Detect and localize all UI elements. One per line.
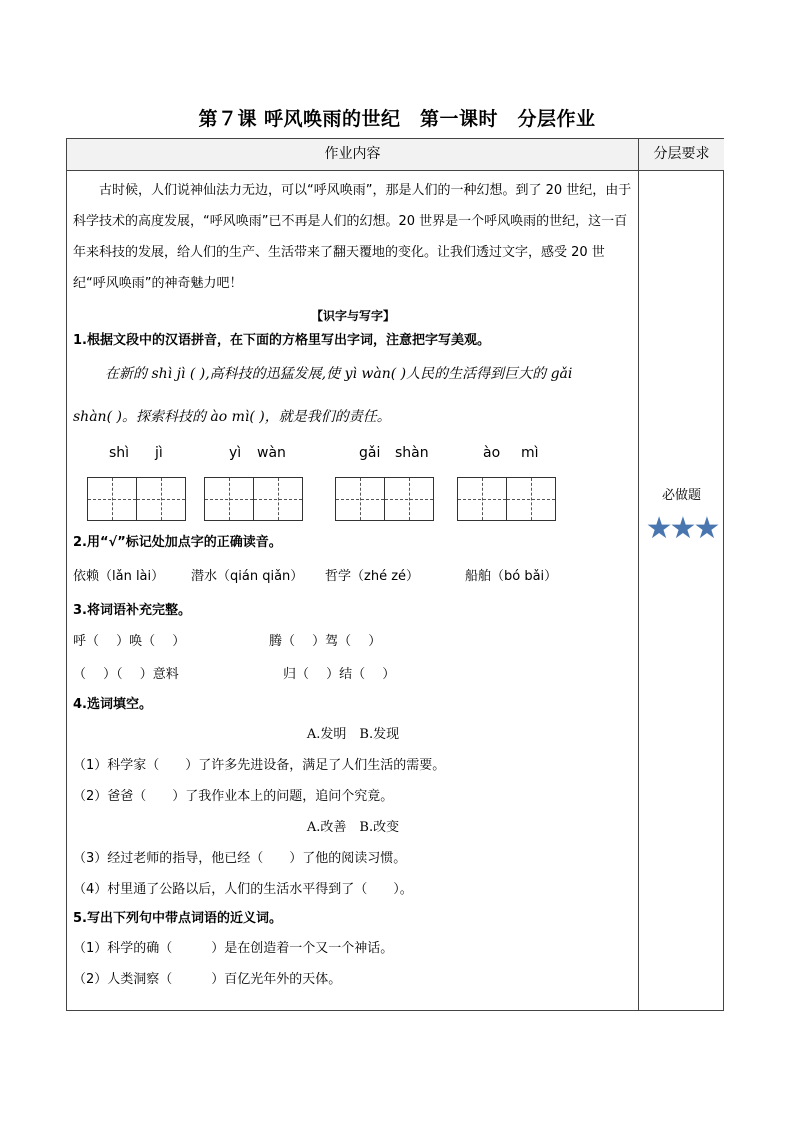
homework-content [73,171,633,995]
writing-cell[interactable] [335,477,385,521]
writing-grid-aomi[interactable] [457,477,556,521]
writing-cell[interactable] [457,477,507,521]
question-2-items [73,557,633,597]
question-1-line-1: 在新的 shì jì ( ),高科技的迅猛发展,使 yì wàn( )人民的生活得到巨大的 gǎi [105,366,573,382]
pinyin-label: shì [109,445,130,461]
q3-item: 腾（ ）驾（ ） [269,634,382,649]
q2-item: 潜水（qián qiǎn） [191,569,304,584]
requirement-label: 必做题 [661,488,701,503]
writing-grid-shiji[interactable] [87,477,186,521]
q3-item: 归（ ）结（ ） [283,667,396,682]
question-5-sentence-1: （1）科学的确（ ）是在创造着一个又一个神话。 [73,941,394,956]
question-5-title: 5.写出下列句中带点词语的近义词。 [73,911,282,926]
pinyin-label: ào [483,445,501,461]
writing-cell[interactable] [136,477,186,521]
writing-cell[interactable] [87,477,137,521]
pinyin-label: shàn [395,445,429,461]
question-3-row-1 [73,625,633,658]
question-4-title: 4.选词填空。 [73,697,152,712]
three-star-icon: ★★★ [645,511,718,546]
question-5-sentence-2: （2）人类洞察（ ）百亿光年外的天体。 [73,972,342,987]
intro-paragraph: 古时候，人们说神仙法力无边，可以“呼风唤雨”，那是人们的一种幻想。到了 20 世纪，由于科学技术的高度发展，“呼风唤雨”已不再是人们的幻想。20 世界是一个呼风唤雨的世纪，这一百年来科技的发展，给人们的生产、生活带来了翻天覆地的变化。让我们透过文字，感受 20 世纪“呼风唤雨”的神奇魅力吧！ [73,183,632,291]
homework-table [66,138,724,1011]
pinyin-label: gǎi [359,445,381,461]
column-divider [638,139,639,1010]
header-requirement: 分层要求 [639,139,724,170]
question-4-sentence-4: （4）村里通了公路以后，人们的生活水平得到了（ ）。 [73,882,413,897]
writing-cell[interactable] [204,477,254,521]
pinyin-label: mì [521,445,539,461]
q2-item: 依赖（lǎn lài） [73,569,165,584]
pinyin-label: wàn [257,445,286,461]
question-2-title: 2.用“√”标记处加点字的正确读音。 [73,535,282,550]
writing-grid-row [73,471,633,529]
writing-cell[interactable] [253,477,303,521]
question-4-sentence-3: （3）经过老师的指导，他已经（ ）了他的阅读习惯。 [73,851,407,866]
writing-grid-gaishan[interactable] [335,477,434,521]
question-4-options-2: A.改善 B.改变 [306,820,400,835]
writing-cell[interactable] [384,477,434,521]
pinyin-label: yì [229,445,242,461]
pinyin-row [73,437,633,471]
question-1-line-2: shàn( )。探索科技的 ào mì( )，就是我们的责任。 [73,409,391,425]
writing-cell[interactable] [506,477,556,521]
page-title: 第７课 呼风唤雨的世纪 第一课时 分层作业 [198,108,596,130]
question-3-row-2 [73,658,633,691]
question-4-sentence-2: （2）爸爸（ ）了我作业本上的问题，追问个究竟。 [73,789,394,804]
q2-item: 船舶（bó bǎi） [465,569,558,584]
question-1-title: 1.根据文段中的汉语拼音，在下面的方格里写出字词，注意把字写美观。 [73,333,490,348]
header-content: 作业内容 [67,139,638,170]
question-3-title: 3.将词语补充完整。 [73,603,191,618]
question-4-sentence-1: （1）科学家（ ）了许多先进设备，满足了人们生活的需要。 [73,758,446,773]
writing-grid-yiwan[interactable] [204,477,303,521]
question-4-options-1: A.发明 B.发现 [306,727,400,742]
pinyin-label: jì [155,445,163,461]
q2-item: 哲学（zhé zé） [325,569,420,584]
section-title: 【识字与写字】 [310,309,395,323]
q3-item: （ ）（ ）意料 [73,667,179,682]
q3-item: 呼（ ）唤（ ） [73,634,186,649]
